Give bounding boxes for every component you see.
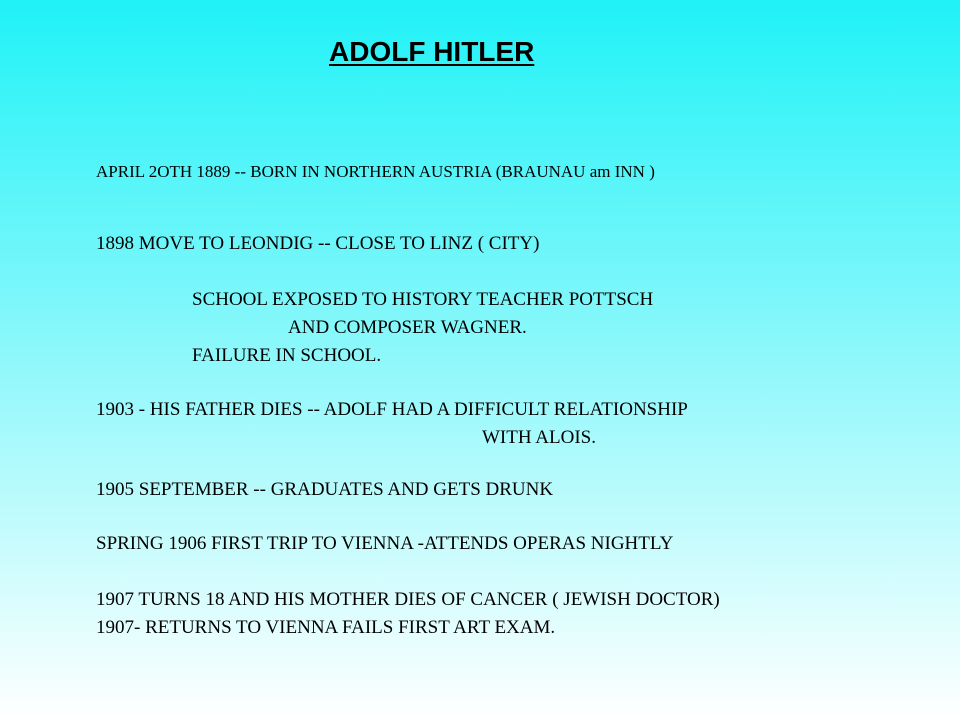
- slide-title: ADOLF HITLER: [329, 36, 535, 67]
- timeline-line-failure: FAILURE IN SCHOOL.: [192, 345, 382, 366]
- timeline-line-1903: 1903 - HIS FATHER DIES -- ADOLF HAD A DIFFICULT RELATIONSHIP: [96, 399, 688, 420]
- timeline-line-1907-mother: 1907 TURNS 18 AND HIS MOTHER DIES OF CANCER ( JEWISH DOCTOR): [96, 589, 720, 610]
- timeline-line-1898: 1898 MOVE TO LEONDIG -- CLOSE TO LINZ ( CITY): [96, 233, 540, 254]
- timeline-line-birth: APRIL 2OTH 1889 -- BORN IN NORTHERN AUSTRIA (BRAUNAU am INN ): [96, 162, 655, 181]
- timeline-line-1906: SPRING 1906 FIRST TRIP TO VIENNA -ATTENDS OPERAS NIGHTLY: [96, 533, 674, 554]
- timeline-line-school: SCHOOL EXPOSED TO HISTORY TEACHER POTTSCH: [192, 289, 654, 310]
- timeline-line-1907-vienna: 1907- RETURNS TO VIENNA FAILS FIRST ART EXAM.: [96, 617, 556, 638]
- timeline-line-wagner: AND COMPOSER WAGNER.: [288, 317, 527, 338]
- timeline-line-1905: 1905 SEPTEMBER -- GRADUATES AND GETS DRUNK: [96, 479, 554, 500]
- timeline-line-alois: WITH ALOIS.: [482, 427, 596, 448]
